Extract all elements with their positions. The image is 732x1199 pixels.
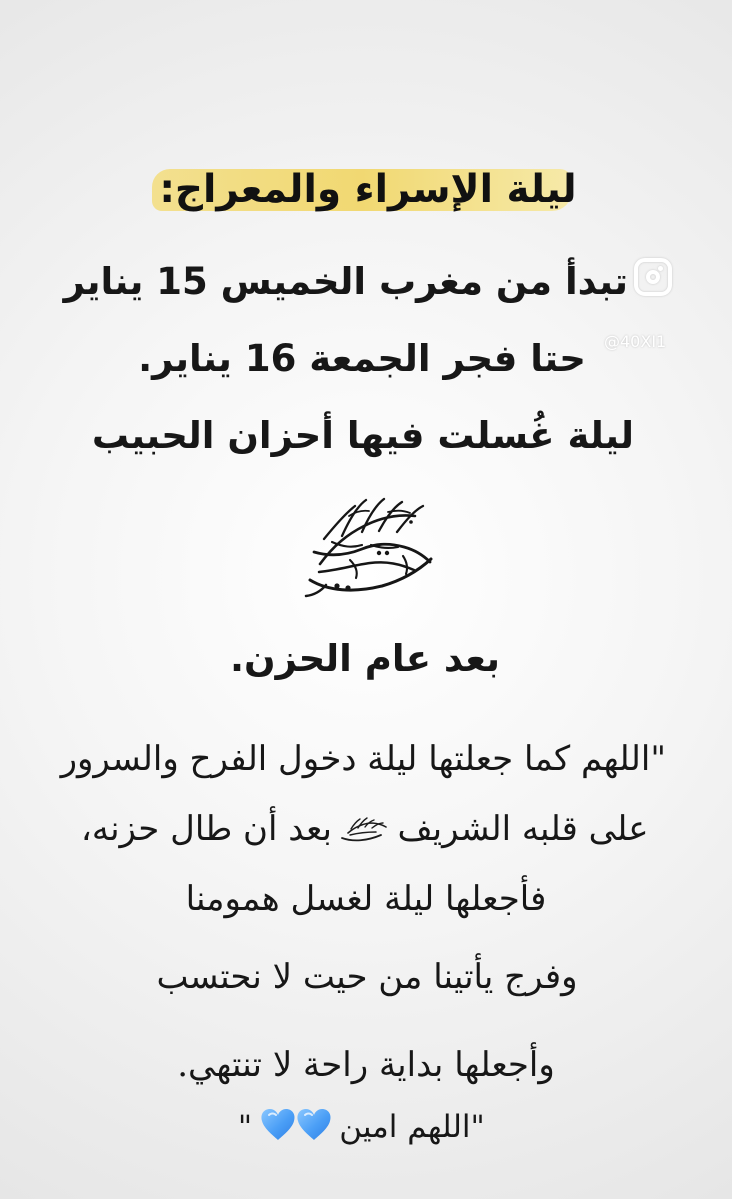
closing-quote: " (237, 1109, 253, 1145)
amin-text: "اللهم امين (339, 1109, 485, 1145)
blue-heart-icon (261, 1109, 294, 1140)
instagram-icon (634, 258, 672, 296)
inline-salawat-icon (338, 815, 390, 845)
blue-heart-icon (297, 1109, 330, 1140)
date-range-line: حتا فجر الجمعة 16 يناير. (138, 337, 586, 380)
prayer-line-2-left: بعد أن طال حزنه، (80, 809, 332, 849)
prayer-line-1: "اللهم كما جعلتها ليلة دخول الفرح والسرور (60, 739, 666, 779)
watermark-handle: @40XI1 (604, 332, 667, 351)
after-year-of-sorrow-line: بعد عام الحزن. (229, 637, 501, 680)
night-description-line: ليلة غُسلت فيها أحزان الحبيب (91, 414, 634, 457)
prayer-line-3: فأجعلها ليلة لغسل همومنا (185, 879, 547, 919)
prayer-line-4: وفرج يأتينا من حيت لا نحتسب (156, 957, 578, 997)
page-title: ليلة الإسراء والمعراج: (159, 167, 577, 212)
hearts-group (258, 1105, 340, 1145)
prayer-line-5: وأجعلها بداية راحة لا تنتهي. (177, 1045, 555, 1085)
prayer-line-2-right: على قلبه الشريف (397, 809, 649, 849)
title-block (140, 154, 596, 226)
salawat-calligraphy (286, 492, 446, 600)
date-line: تبدأ من مغرب الخميس 15 يناير (63, 260, 628, 303)
